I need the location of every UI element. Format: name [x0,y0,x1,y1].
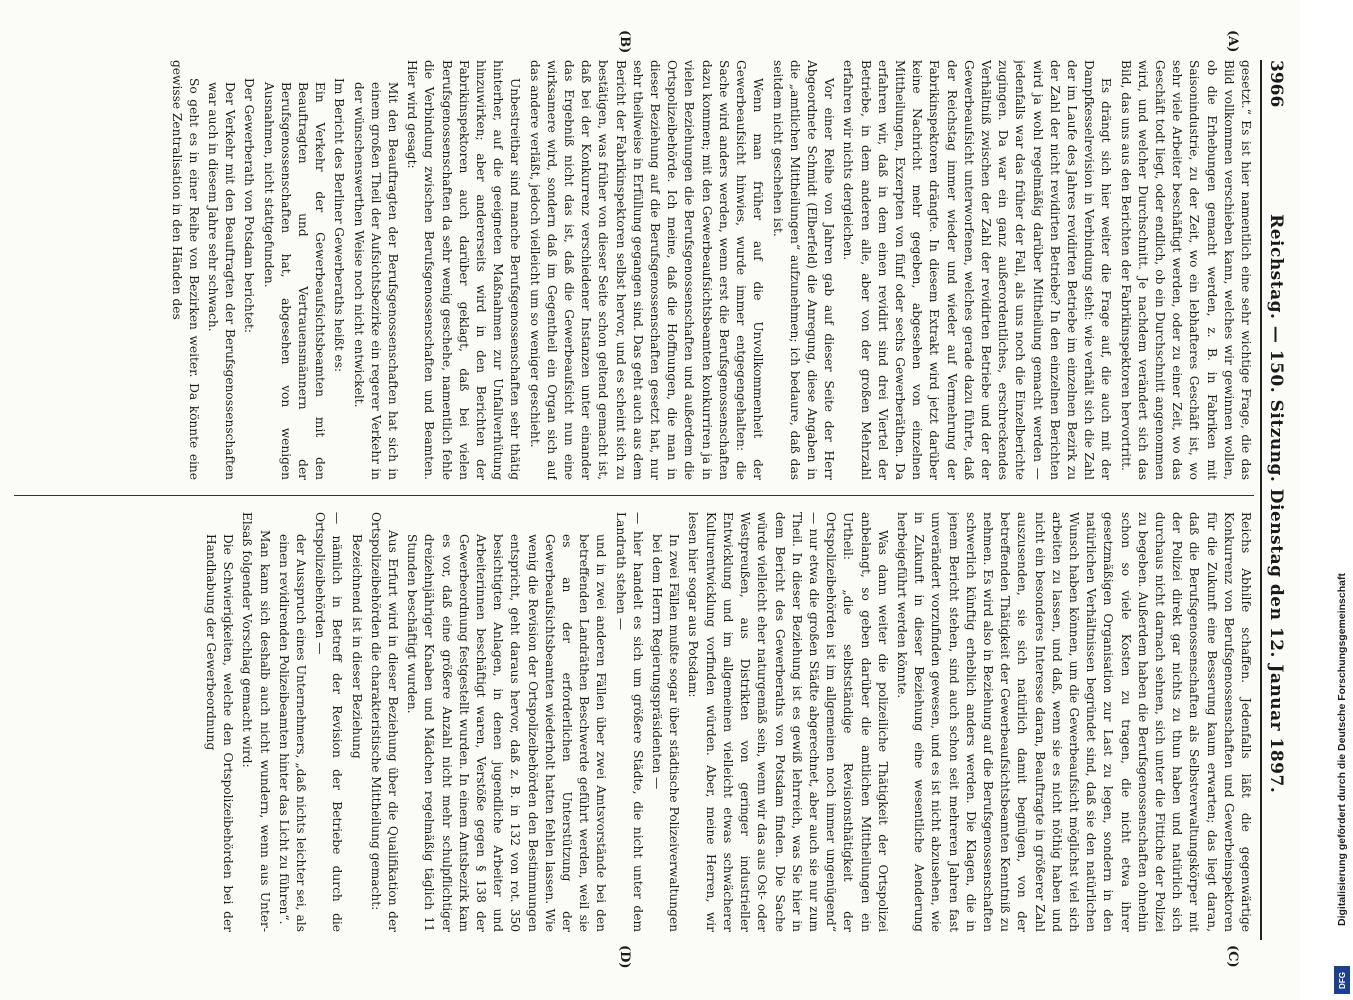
paragraph: gesetzt.“ Es ist hier namentlich eine sehr wichtige Frage, die das Bild vollkommen verschieben kann, welches wir gewinnen wollen, ob die Erhebungen gemacht werden, z. B. in Fabriken mit Saisonindustrie, zu der Zeit, wo ein lebhafteres Geschäft ist, wo sehr viele Arbeiter beschäftigt werden, oder zu einer Zeit, wo das Geschäft todt liegt, oder endlich, ob ein Durchschnitt angenommen wird, und welcher Durchschnitt. Je nachdem verändert sich das Bild, das uns aus den Berichten der Fabrikinspektoren hervortritt. [1118,60,1253,480]
paragraph: Der Gewerberath von Potsdam berichtet: [242,78,257,333]
paragraph: Es drängt sich hier weiter die Frage auf, die auch mit der Dampfkesselrevision in Verbindung steht: wie verhält sich die Zahl der im Laufe des Jahres revidirten Betriebe im einzelnen Bezirk zu der Zahl der nicht revidirten Betriebe? In den einzelnen Berichten wird ja wohl regelmäßig darüber Mittheilung gemacht werden — jedenfalls war das früher der Fall, als uns noch die Einzelberichte zugingen. Da war ein ganz außerordentliches, erschreckendes Verhältniß zwischen der Zahl der revidirten Betriebe und der der Gewerbeaufsicht unterworfenen, welches gerade dazu führte, daß der Reichstag immer wieder und wieder auf Vermehrung der Fabrikinspektoren drängte. In diesem Extrakt wird jetzt darüber keine Nachricht mehr gegeben, abgesehen von einzelnen Mittheilungen, Exzerpten von fünf oder sechs Gewerberäthen. Da erfahren wir, daß in dem einen revidirt sind drei Viertel der Betriebe, in dem anderen alle, aber von der großen Mehrzahl erfahren wir nichts dergleichen. [841,60,1114,480]
paragraph: Wenn man früher auf die Unvollkommenheit der Gewerbeaufsicht hinwies, wurde immer entgegengehalten: die Sache wird anders werden, wenn erst die Berufsgenossenschaften dazu kommen; mit den Gewerbeaufsichtsbeamten konkurriren ja in vielen Beziehungen die Berufsgenossenschaften und außerdem die Ortspolizeibehörde. Ich meine, daß die Hoffnungen, die man in dieser Beziehung auf die Berufsgenossenschaften gesetzt hat, nur sehr theilweise in Erfüllung gegangen sind. Das geht auch aus dem Bericht der Fabrikinspektoren selbst hervor, und es scheint sich zu bestätigen, was früher von dieser Seite schon geltend gemacht ist, daß bei der Konkurrenz verschiedener Instanzen unter einander das Ergebniß nicht das ist, daß die Gewerbeaufsicht nun eine wirksamere wird, sondern daß im Gegentheil ein Organ sich auf das andere verläßt, jedoch vielleicht um so weniger geschieht. [527,60,766,480]
paragraph: Reichs Abhilfe schaffen. Jedenfalls läßt die gegenwärtige Konkurrenz von Berufsgenossenschaften und Gewerbeinspektoren für die Zukunft eine Besserung kaum erwarten; das liegt daran, daß die Berufsgenossenschaften als Selbstverwaltungskörper mit der Polizei direkt gar nichts zu thun haben und natürlich sich durchaus nicht darnach sehnen, sich unter die Fittiche der Polizei zu begeben. Außerdem haben die Berufsgenossenschaften ohnehin schon so viele Kosten zu tragen, die nicht etwa ihrer gesetzmäßigen Organisation zur Last zu legen, sondern in den natürlichen Verhältnissen begründet sind, daß sie den natürlichen Wunsch haben können, um die Gewerbeaufsicht möglichst viel sich arbeiten zu lassen, und daß, wenn sie es nicht nöthig haben und nicht ein besonderes Interesse daran, Beauftragte in größerer Zahl auszusenden, sie sich natürlich damit begnügen, von der betreffenden Thätigkeit der Gewerbeaufsichtsbeamten Kenntniß zu nehmen. Es wird also in Beziehung auf die Berufsgenossenschaften schwerlich künftig erheblich anders werden. Die Klagen, die in jenem Bericht stehen, sind auch schon seit mehreren Jahren fast unverändert vorzufinden gewesen, und es ist nicht abzusehen, wie in Zukunft in dieser Beziehung eine wesentliche Aenderung herbeigeführt werden könnte. [894,512,1253,932]
paragraph: So geht es in einer Reihe von Bezirken weiter. Da könnte eine gewisse Zentralisation in den Händen des [169,60,201,480]
dfg-logo-text: DFG [1337,971,1347,989]
paragraph: Aus Erfurt wird in dieser Beziehung über die Qualifikation der Ortspolizeibehörden die charakteristische Mittheilung gemacht: [368,512,401,932]
page-header-title: Reichstag. — 150. Sitzung. Dienstag den 12. Januar 1897. [1266,214,1286,794]
paragraph: Unbestreitbar sind manche Berufsgenossenschaften sehr thätig hinterher, auf die geeigneten Maßnahmen zur Unfallverhütung hinzuwirken; aber andererseits wird in den Berichten der Fabrikinspektoren auch darüber geklagt, daß bei vielen Berufsgenossenschaften da sehr wenig geschehe, namentlich fehle die Verbindung zwischen Berufsgenossenschaften und Beamten. Hier wird gesagt: [405,60,523,480]
paragraph: Man kann sich deshalb auch nicht wundern, wenn aus Unter-Elsaß folgender Vorschlag gemacht wird: [240,512,272,932]
margin-marker-d: (D) [617,945,632,969]
paragraph: Was dann weiter die polizeiliche Thätigkeit der Ortspolizei anbelangt, so geben darüber die amtlichen Mittheilungen ein Urtheil: „die selbstständige Revisionsthätigkeit der Ortspolizeibehörden ist im allgemeinen noch immer ungenügend“ — nur etwa die großen Städte abgerechnet, aber auch sie nur zum Theil. In dieser Beziehung ist es gewiß lehrreich, was Sie hier in dem Bericht des Gewerberaths von Potsdam finden. Die Sache würde vielleicht eher naturgemäß sein, wenn wir das aus Ost- oder Westpreußen, aus Distrikten von geringer industrieller Entwicklung und im allgemeinen vielleicht etwas schwächerer Kulturentwicklung vorfinden würden. Aber, meine Herren, wir lesen hier sogar aus Potsdam: [686,512,890,932]
quotation: Ein Verkehr der Gewerbeaufsichtsbeamten mit den Beauftragten und Vertrauensmännern der Berufsgenossenschaften hat, abgesehen von wenigen Ausnahmen, nicht stattgefunden. [261,82,328,480]
margin-marker-a: (A) [1225,30,1240,53]
digitization-credit: Digitalisierung gefördert durch die Deutsche Forschungsgemeinschaft [1336,573,1348,926]
quotation: Der Verkehr mit den Beauftragten der Berufsgenossenschaften war auch in diesem Jahre sehr schwach. [206,82,238,480]
paragraph: — hier handelt es sich um größere Städte, die nicht unter dem Landrath stehen — [613,512,645,932]
margin-marker-b: (B) [617,30,632,54]
page-header [1260,60,1290,940]
quotation: Mit den Beauftragten der Berufsgenossenschaften hat sich in einem großen Theil der Aufsichtsbezirke ein regerer Verkehr in der wünschenswerthen Weise noch nicht entwickelt. [351,82,401,480]
quotation: In zwei Fällen mußte sogar über städtische Polizeiverwaltungen bei dem Herrn Regierungspräsidenten — [650,534,682,932]
paragraph: Im Bericht des Berliner Gewerberaths heißt es: [332,78,347,373]
quotation: und in zwei anderen Fällen über zwei Amtsvorstände bei den betreffenden Landräthen Beschwerde geführt werden, weil sie es an der erforderlichen Unterstützung der Gewerbeaufsichtsbeamten wiederholt hatten fehlen lassen. Wie wenig die Revision der Ortspolizeibehörden den Bestimmungen entspricht, geht daraus hervor, daß z. B. in 132 von rot. 350 besichtigten Anlagen, in denen jugendliche Arbeiter und Arbeiterinnen beschäftigt waren, Verstöße gegen § 138 der Gewerbeordnung festgestellt wurden. In einem Amtsbezirk kam es vor, daß eine größere Anzahl nicht mehr schulpflichtiger dreizehnjähriger Knaben und Mädchen regelmäßig täglich 11 Stunden beschäftigt wurden. [405,534,609,932]
paragraph: — nämlich in Betreff der Revision der Betriebe durch die Ortspolizeibehörden — [313,512,345,932]
margin-marker-c: (C) [1225,945,1240,968]
paragraph: Vor einer Reihe von Jahren gab auf dieser Seite der Herr Abgeordnete Schmidt (Elberfeld) die Anregung, diese Angaben in die „amtlichen Mittheilungen“ aufzunehmen; ich bedaure, daß das seitdem nicht geschehen ist. [770,60,837,480]
quotation: der Ausspruch eines Unternehmers, „daß nichts leichter sei, als einen revidirenden Polizeibeamten hinter das Licht zu führen“. [276,534,309,932]
quotation: Bezeichnend ist in dieser Beziehung [349,534,364,759]
page-number: 3966 [1266,60,1286,108]
dfg-logo [1334,966,1350,994]
right-column [10,512,1254,932]
column-divider [14,495,1254,496]
quotation: Die Schwierigkeiten, welche den Ortspolizeibehörden bei der Handhabung der Gewerbeordnung [204,534,236,932]
left-column [10,60,1254,480]
digitization-credit-strip [1331,0,1353,1000]
